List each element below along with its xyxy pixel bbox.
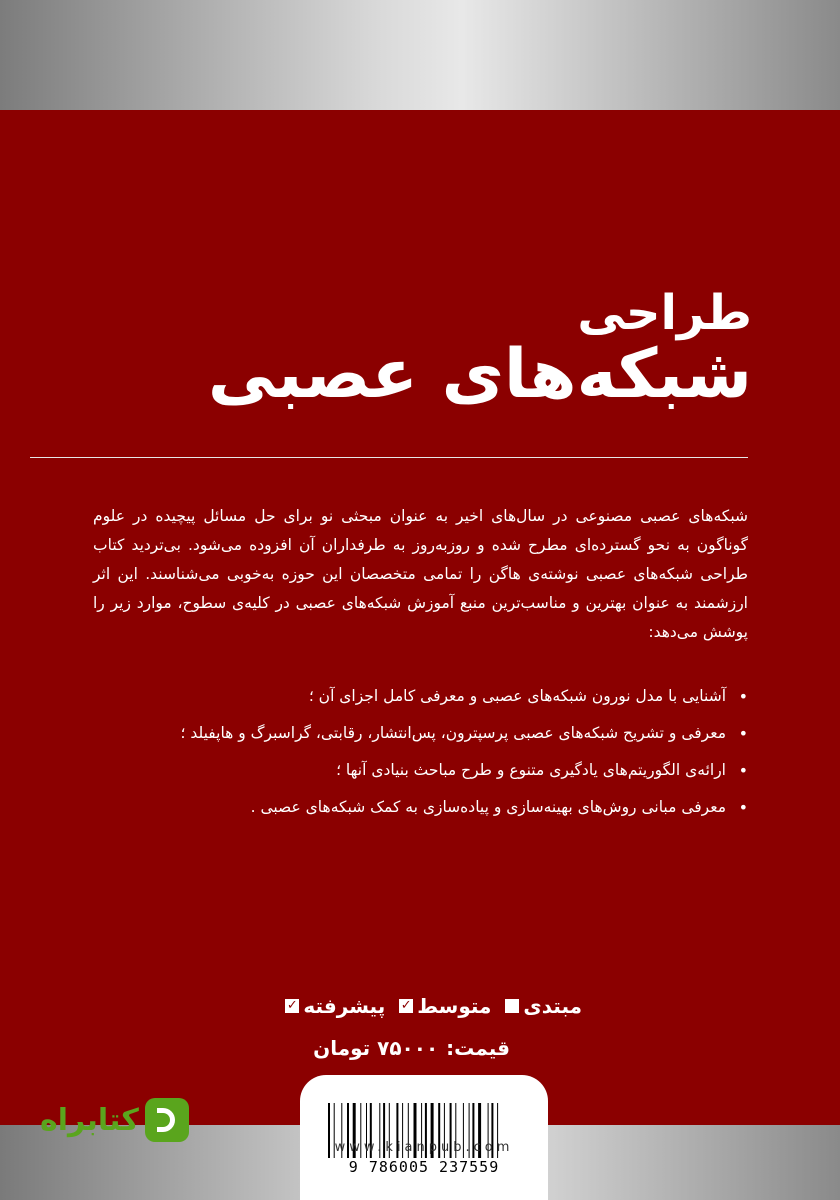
bullet-icon: • [738, 724, 748, 743]
level-intermediate [399, 994, 491, 1018]
book-description: شبکه‌های عصبی مصنوعی در سال‌های اخیر به عنوان مبحثی نو برای حل مسائل پیچیده در علوم گوناگون به نحو گسترده‌ای مطرح شده و روزبه‌روز به طرفداران آن افزوده می‌شود. بی‌تردید کتاب طراحی شبکه‌های عصبی نوشته‌ی هاگن را تمامی متخصصان این حوزه به‌خوبی می‌شناسند. این اثر ارزشمند به عنوان بهترین و مناسب‌ترین منبع آموزش شبکه‌های عصبی در کلیه‌ی سطوح، موارد زیر را پوشش می‌دهد: [93, 507, 748, 641]
list-item-text: معرفی و تشریح شبکه‌های عصبی پرسپترون، پس‌انتشار، رقابتی، گراسبرگ و هاپفیلد ؛ [180, 724, 726, 742]
barcode-card [300, 1075, 548, 1200]
price-label: قیمت: [446, 1036, 510, 1060]
checkbox-empty-icon [505, 999, 519, 1013]
bullet-icon: • [738, 761, 748, 780]
book-title-line2: شبکه‌های عصبی [207, 335, 752, 414]
top-gray-band [0, 0, 840, 110]
level-advanced [285, 994, 385, 1018]
book-title-line1: طراحی [577, 285, 752, 341]
list-item [108, 789, 748, 826]
logo-icon [145, 1098, 189, 1142]
level-beginner [505, 994, 582, 1018]
publisher-website: www.kianpub.com [334, 1140, 514, 1155]
logo-wordmark: کتابراه [40, 1102, 139, 1138]
list-item-text: آشنایی با مدل نورون شبکه‌های عصبی و معرفی کامل اجزای آن ؛ [308, 687, 726, 705]
price [305, 1036, 510, 1060]
list-item [108, 752, 748, 789]
list-item-text: ارائه‌ی الگوریتم‌های یادگیری متنوع و طرح مباحث بنیادی آنها ؛ [336, 761, 726, 779]
isbn-number: 9 786005 237559 [348, 1158, 500, 1176]
level-label: پیشرفته [303, 994, 386, 1018]
list-item-text: معرفی مبانی روش‌های بهینه‌سازی و پیاده‌سازی به کمک شبکه‌های عصبی . [250, 798, 726, 816]
feature-list [108, 678, 748, 826]
list-item [108, 715, 748, 752]
checkbox-checked-icon: ✓ [286, 998, 298, 1013]
bullet-icon: • [738, 798, 748, 817]
checkbox-checked-icon: ✓ [400, 998, 412, 1013]
level-label: متوسط [417, 994, 492, 1018]
title-divider [30, 457, 748, 458]
bullet-icon: • [738, 687, 748, 706]
level-label: مبتدی [523, 994, 582, 1018]
list-item [108, 678, 748, 715]
price-value: ۷۵۰۰۰ تومان [313, 1036, 439, 1060]
publisher-logo [40, 1098, 189, 1142]
level-indicator [285, 994, 582, 1018]
